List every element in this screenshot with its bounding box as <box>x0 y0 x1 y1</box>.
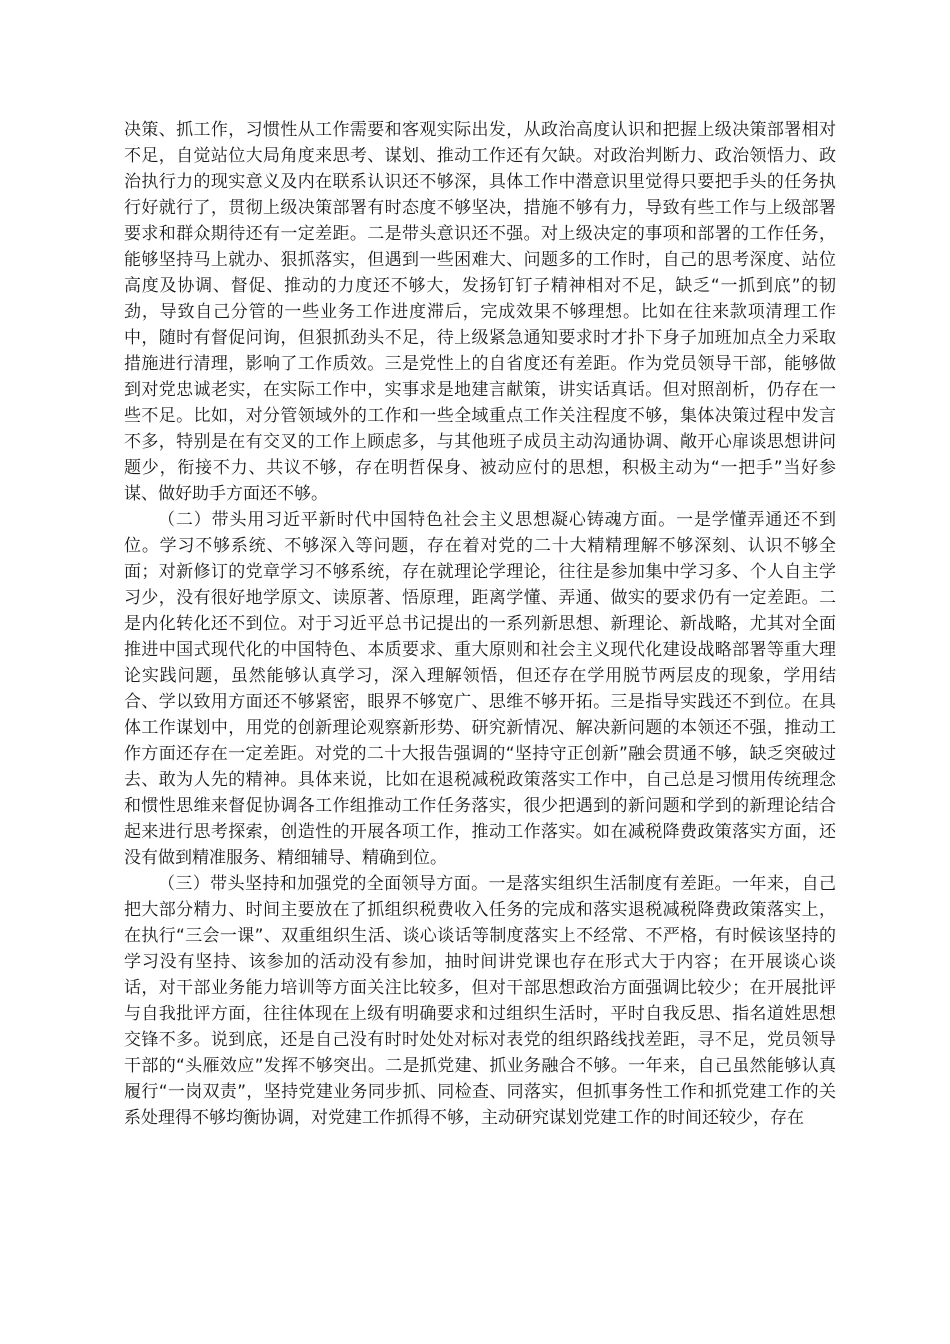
document-body <box>124 117 836 1131</box>
paragraph-section-two: （二）带头用习近平新时代中国特色社会主义思想凝心铸魂方面。一是学懂弄通还不到位。学习不够系统、不够深入等问题，存在着对党的二十大精精理解不够深刻、认识不够全面；对新修订的党章学习不够系统，存在就理论学理论，往往是参加集中学习多、个人自主学习少，没有很好地学原文、读原著、悟原理，距离学懂、弄通、做实的要求仍有一定差距。二是内化转化还不到位。对于习近平总书记提出的一系列新思想、新理论、新战略，尤其对全面推进中国式现代化的中国特色、本质要求、重大原则和社会主义现代化建设战略部署等重大理论实践问题，虽然能够认真学习，深入理解领悟，但还存在学用脱节两层皮的现象，学用结合、学以致用方面还不够紧密，眼界不够宽广、思维不够开拓。三是指导实践还不到位。在具体工作谋划中，用党的创新理论观察新形势、研究新情况、解决新问题的本领还不强，推动工作方面还存在一定差距。对党的二十大报告强调的“坚持守正创新”融会贯通不够，缺乏突破过去、敢为人先的精神。具体来说，比如在退税减税政策落实工作中，自己总是习惯用传统理念和惯性思维来督促协调各工作组推动工作任务落实，很少把遇到的新问题和学到的新理论结合起来进行思考探索，创造性的开展各项工作，推动工作落实。如在减税降费政策落实方面，还没有做到精准服务、精细辅导、精确到位。 <box>124 510 836 868</box>
paragraph-continued: 决策、抓工作，习惯性从工作需要和客观实际出发，从政治高度认识和把握上级决策部署相对不足，自觉站位大局角度来思考、谋划、推动工作还有欠缺。对政治判断力、政治领悟力、政治执行力的现实意义及内在联系认识还不够深，具体工作中潜意识里觉得只要把手头的任务执行好就行了，贯彻上级决策部署有时态度不够坚决，措施不够有力，导致有些工作与上级部署要求和群众期待还有一定差距。二是带头意识还不强。对上级决定的事项和部署的工作任务，能够坚持马上就办、狠抓落实，但遇到一些困难大、问题多的工作时，自己的思考深度、站位高度及协调、督促、推动的力度还不够大，发扬钉钉子精神相对不足，缺乏“一抓到底”的韧劲，导致自己分管的一些业务工作进度滞后，完成效果不够理想。比如在往来款项清理工作中，随时有督促问询，但狠抓劲头不足，待上级紧急通知要求时才扑下身子加班加点全力采取措施进行清理，影响了工作质效。三是党性上的自省度还有差距。作为党员领导干部，能够做到对党忠诚老实，在实际工作中，实事求是地建言献策，讲实话真话。但对照剖析，仍存在一些不足。比如，对分管领域外的工作和一些全域重点工作关注程度不够，集体决策过程中发言不多，特别是在有交叉的工作上顾虑多，与其他班子成员主动沟通协调、敞开心扉谈思想讲问题少，衔接不力、共议不够，存在明哲保身、被动应付的思想，积极主动为“一把手”当好参谋、做好助手方面还不够。 <box>124 120 836 504</box>
paragraph-section-three: （三）带头坚持和加强党的全面领导方面。一是落实组织生活制度有差距。一年来，自己把大部分精力、时间主要放在了抓组织税费收入任务的完成和落实退税减税降费政策落实上，在执行“三会一课”、双重组织生活、谈心谈话等制度落实上不经常、不严格，有时候该坚持的学习没有坚持、该参加的活动没有参加，抽时间讲党课也存在形式大于内容；在开展谈心谈话，对干部业务能力培训等方面关注比较多，但对干部思想政治方面强调比较少；在开展批评与自我批评方面，往往体现在上级有明确要求和过组织生活时，平时自我反思、指名道姓思想交锋不多。说到底，还是自己没有时时处处对标对表党的组织路线找差距，寻不足，党员领导干部的“头雁效应”发挥不够突出。二是抓党建、抓业务融合不够。一年来，自己虽然能够认真履行“一岗双责”，坚持党建业务同步抓、同检查、同落实，但抓事务性工作和抓党建工作的关系处理得不够均衡协调，对党建工作抓得不够，主动研究谋划党建工作的时间还较少，存在 <box>124 874 836 1128</box>
